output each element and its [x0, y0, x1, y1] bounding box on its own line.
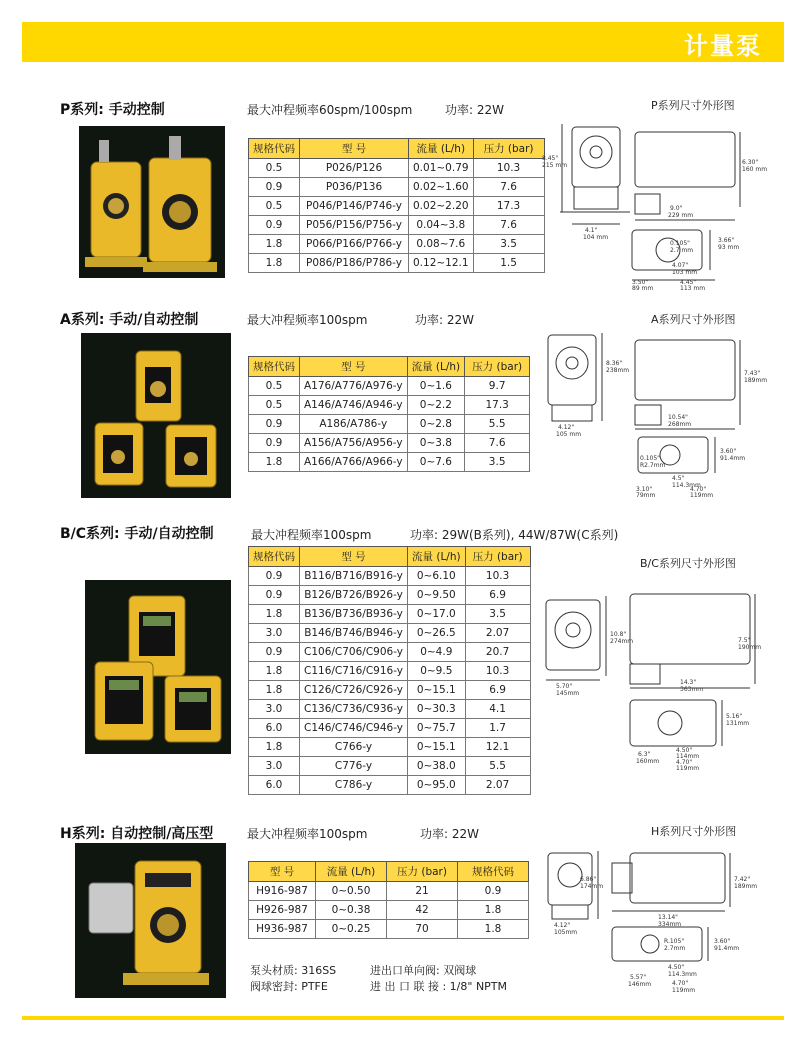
col-header: 规格代码: [249, 357, 300, 377]
dim-label: 3.50": [632, 279, 649, 286]
table-row: [249, 738, 531, 757]
table-row: [249, 719, 531, 738]
table-row: [249, 776, 531, 795]
table-cell: 6.0: [249, 719, 300, 738]
table-cell: 2.07: [465, 624, 530, 643]
table-cell: A156/A756/A956-y: [300, 434, 408, 453]
table-cell: C116/C716/C916-y: [300, 662, 408, 681]
table-cell: 0~0.50: [316, 882, 387, 901]
dim-label: 104 mm: [583, 234, 609, 241]
table-cell: P046/P146/P746-y: [300, 197, 409, 216]
table-cell: 0~26.5: [408, 624, 466, 643]
table-cell: 0.12~12.1: [409, 254, 474, 273]
table-cell: 0~9.5: [408, 662, 466, 681]
table-cell: 0.01~0.79: [409, 159, 474, 178]
table-cell: 10.3: [465, 662, 530, 681]
dim-label: 3.60": [714, 938, 731, 945]
pump-photo-illustration: [79, 126, 225, 278]
table-cell: 0.9: [249, 567, 300, 586]
table-cell: 0~38.0: [408, 757, 466, 776]
table-cell: 3.5: [465, 605, 530, 624]
dim-label: 4.12": [554, 922, 571, 929]
table-row: [249, 178, 545, 197]
dim-label: 131mm: [726, 720, 750, 727]
table-row: [249, 567, 531, 586]
table-cell: 3.5: [473, 235, 544, 254]
p-series-title: P系列: 手动控制: [60, 102, 165, 118]
dim-label: 6.3": [638, 751, 651, 758]
table-cell: A186/A786-y: [300, 415, 408, 434]
table-row: [249, 159, 545, 178]
table-cell: 0~0.25: [316, 920, 387, 939]
table-cell: 0.9: [249, 434, 300, 453]
table-cell: B126/B726/B926-y: [300, 586, 408, 605]
dim-label: 274mm: [610, 638, 634, 645]
h-check-valve-note: 进出口单向阀: 双阀球: [370, 964, 477, 977]
h-series-table: [248, 861, 529, 939]
dim-label: 4.5": [672, 475, 685, 482]
table-cell: 21: [387, 882, 458, 901]
table-cell: 10.3: [473, 159, 544, 178]
table-cell: A166/A766/A966-y: [300, 453, 408, 472]
h-series-dim-title: H系列尺寸外形图: [651, 825, 737, 838]
footer-bar: [22, 1016, 784, 1020]
dim-label: 4.70": [690, 486, 707, 493]
col-header: 规格代码: [249, 547, 300, 567]
dim-label: 14.3": [680, 679, 697, 686]
dim-label: 114.3mm: [672, 482, 701, 489]
col-header: 规格代码: [249, 139, 300, 159]
table-cell: 0.9: [249, 586, 300, 605]
table-cell: 0.04~3.8: [409, 216, 474, 235]
table-row: [249, 235, 545, 254]
table-row: [249, 624, 531, 643]
table-cell: 5.5: [465, 415, 530, 434]
table-cell: 0~95.0: [408, 776, 466, 795]
table-cell: 17.3: [473, 197, 544, 216]
table-cell: 0~4.9: [408, 643, 466, 662]
dim-label: 105mm: [554, 929, 578, 936]
dim-label: 3.66": [718, 237, 735, 244]
table-cell: 0~3.8: [407, 434, 465, 453]
dim-label: 146mm: [628, 981, 652, 988]
dim-label: 113 mm: [680, 285, 706, 292]
table-cell: 0.9: [458, 882, 529, 901]
table-row: [249, 901, 529, 920]
table-cell: 1.8: [249, 681, 300, 700]
table-cell: 1.8: [249, 605, 300, 624]
dim-label: 119mm: [672, 987, 696, 994]
dim-label: 3.10": [636, 486, 653, 493]
table-row: [249, 197, 545, 216]
h-series-freq: 最大冲程频率100spm: [247, 827, 368, 841]
table-cell: 0~6.10: [408, 567, 466, 586]
table-cell: 0~9.50: [408, 586, 466, 605]
dim-label: 13.14": [658, 914, 678, 921]
table-cell: 70: [387, 920, 458, 939]
col-header: 压力 (bar): [465, 357, 530, 377]
dim-label: 103 mm: [672, 269, 698, 276]
table-cell: 0.5: [249, 377, 300, 396]
table-cell: 7.6: [473, 178, 544, 197]
table-cell: 3.5: [465, 453, 530, 472]
dim-label: 0.105": [670, 240, 690, 247]
table-row: [249, 700, 531, 719]
dim-label: R.105": [664, 938, 685, 945]
dim-label: 4.50": [676, 747, 693, 754]
dim-label: 268mm: [668, 421, 692, 428]
table-row: [249, 415, 530, 434]
dim-label: 0.105": [640, 455, 660, 462]
h-seal-note: 阀球密封: PTFE: [250, 980, 328, 993]
table-cell: 0~1.6: [407, 377, 465, 396]
dim-label: 10.8": [610, 631, 627, 638]
bc-series-title: B/C系列: 手动/自动控制: [60, 526, 214, 542]
table-cell: 0~30.3: [408, 700, 466, 719]
dim-label: 160 mm: [742, 166, 768, 173]
table-row: [249, 882, 529, 901]
table-cell: 0~2.2: [407, 396, 465, 415]
dim-label: 334mm: [658, 921, 682, 928]
col-header: 型 号: [300, 547, 408, 567]
dim-label: 189mm: [744, 377, 768, 384]
col-header: 流量 (L/h): [316, 862, 387, 882]
table-cell: H916-987: [249, 882, 316, 901]
table-cell: C106/C706/C906-y: [300, 643, 408, 662]
table-cell: C786-y: [300, 776, 408, 795]
dim-label: 119mm: [690, 492, 714, 499]
dim-label: 190mm: [738, 644, 762, 651]
a-series-pump-photo: [81, 333, 231, 498]
table-row: [249, 453, 530, 472]
table-cell: 1.8: [249, 662, 300, 681]
table-cell: A146/A746/A946-y: [300, 396, 408, 415]
p-series-power: 功率: 22W: [445, 103, 504, 117]
dim-label: 7.43": [744, 370, 761, 377]
dim-label: 189mm: [734, 883, 758, 890]
a-series-power: 功率: 22W: [415, 313, 474, 327]
bc-series-power: 功率: 29W(B系列), 44W/87W(C系列): [410, 528, 619, 542]
dim-label: 105 mm: [556, 431, 582, 438]
table-cell: 0.08~7.6: [409, 235, 474, 254]
col-header: 型 号: [300, 139, 409, 159]
a-series-dim-title: A系列尺寸外形图: [651, 313, 736, 326]
dim-label: 119mm: [676, 765, 700, 772]
dim-label: 79mm: [636, 492, 656, 499]
table-cell: P056/P156/P756-y: [300, 216, 409, 235]
table-cell: 10.3: [465, 567, 530, 586]
table-row: [249, 757, 531, 776]
table-cell: 9.7: [465, 377, 530, 396]
table-row: [249, 396, 530, 415]
p-series-pump-photo: [79, 126, 225, 278]
table-cell: B146/B746/B946-y: [300, 624, 408, 643]
p-series-dimension-drawing: [540, 112, 768, 292]
p-series-table: [248, 138, 545, 273]
dim-label: 4.1": [585, 227, 598, 234]
pump-photo-illustration: [75, 843, 226, 998]
h-material-note: 泵头材质: 316SS: [250, 964, 337, 977]
h-connection-note: 进 出 口 联 接 : 1/8" NPTM: [370, 980, 508, 993]
table-cell: 4.1: [465, 700, 530, 719]
bc-series-table: [248, 546, 531, 795]
header-bar: [22, 22, 784, 62]
table-cell: 1.5: [473, 254, 544, 273]
table-cell: P026/P126: [300, 159, 409, 178]
table-cell: 0~17.0: [408, 605, 466, 624]
table-cell: 20.7: [465, 643, 530, 662]
col-header: 规格代码: [458, 862, 529, 882]
col-header: 型 号: [249, 862, 316, 882]
dim-label: 160mm: [636, 758, 660, 765]
dim-label: 4.70": [672, 980, 689, 987]
table-cell: P066/P166/P766-y: [300, 235, 409, 254]
table-row: [249, 681, 531, 700]
a-series-title: A系列: 手动/自动控制: [60, 312, 199, 328]
table-row: [249, 920, 529, 939]
table-cell: 6.9: [465, 586, 530, 605]
dim-label: 363mm: [680, 686, 704, 693]
dim-label: 7.42": [734, 876, 751, 883]
table-cell: 1.7: [465, 719, 530, 738]
table-cell: 0.9: [249, 178, 300, 197]
table-cell: 0.9: [249, 216, 300, 235]
h-series-power: 功率: 22W: [420, 827, 479, 841]
dim-label: 2.7 mm: [670, 247, 694, 254]
table-cell: 1.8: [458, 901, 529, 920]
dim-label: 8.45": [542, 155, 559, 162]
dim-label: 6.30": [742, 159, 759, 166]
table-cell: P036/P136: [300, 178, 409, 197]
dim-label: 91.4mm: [720, 455, 746, 462]
table-cell: 2.07: [465, 776, 530, 795]
table-cell: 1.8: [249, 738, 300, 757]
table-cell: 12.1: [465, 738, 530, 757]
table-cell: C136/C736/C936-y: [300, 700, 408, 719]
table-cell: C126/C726/C926-y: [300, 681, 408, 700]
table-cell: 1.8: [249, 453, 300, 472]
col-header: 压力 (bar): [465, 547, 530, 567]
dim-label: 229 mm: [668, 212, 694, 219]
table-cell: 3.0: [249, 700, 300, 719]
table-cell: 0.5: [249, 197, 300, 216]
dim-label: 5.16": [726, 713, 743, 720]
dim-label: 145mm: [556, 690, 580, 697]
dim-label: 6.86": [580, 876, 597, 883]
table-cell: 0~7.6: [407, 453, 465, 472]
dim-label: 9.0": [670, 205, 683, 212]
table-cell: 1.8: [249, 235, 300, 254]
pump-photo-illustration: [85, 580, 231, 754]
col-header: 型 号: [300, 357, 408, 377]
a-series-dimension-drawing: [540, 325, 768, 500]
table-cell: C776-y: [300, 757, 408, 776]
bc-series-dim-title: B/C系列尺寸外形图: [640, 557, 736, 570]
table-row: [249, 434, 530, 453]
dim-label: 114.3mm: [668, 971, 697, 978]
table-cell: 6.0: [249, 776, 300, 795]
table-cell: H936-987: [249, 920, 316, 939]
dim-label: 10.54": [668, 414, 688, 421]
bc-series-dimension-drawing: [540, 580, 765, 775]
table-cell: 0~0.38: [316, 901, 387, 920]
p-series-dim-title: P系列尺寸外形图: [651, 99, 735, 112]
a-series-freq: 最大冲程频率100spm: [247, 313, 368, 327]
pump-photo-illustration: [81, 333, 231, 498]
dim-label: 238mm: [606, 367, 630, 374]
table-cell: 0.02~1.60: [409, 178, 474, 197]
table-cell: 0~15.1: [408, 681, 466, 700]
table-cell: 0.5: [249, 396, 300, 415]
dim-label: 5.70": [556, 683, 573, 690]
dim-label: 3.60": [720, 448, 737, 455]
a-series-table: [248, 356, 530, 472]
dim-label: 4.07": [672, 262, 689, 269]
dim-label: 91.4mm: [714, 945, 740, 952]
table-cell: 0~15.1: [408, 738, 466, 757]
col-header: 压力 (bar): [473, 139, 544, 159]
table-cell: 1.8: [458, 920, 529, 939]
table-cell: 6.9: [465, 681, 530, 700]
dim-label: 5.57": [630, 974, 647, 981]
table-cell: 5.5: [465, 757, 530, 776]
h-series-title: H系列: 自动控制/高压型: [60, 826, 214, 842]
col-header: 流量 (L/h): [409, 139, 474, 159]
table-cell: 0~2.8: [407, 415, 465, 434]
table-cell: 17.3: [465, 396, 530, 415]
table-cell: 7.6: [473, 216, 544, 235]
dim-label: 215 mm: [542, 162, 568, 169]
dim-label: 8.36": [606, 360, 623, 367]
table-row: [249, 377, 530, 396]
h-series-pump-photo: [75, 843, 226, 998]
table-cell: C766-y: [300, 738, 408, 757]
table-cell: 0.9: [249, 415, 300, 434]
dim-label: R2.7mm: [640, 462, 666, 469]
table-cell: B116/B716/B916-y: [300, 567, 408, 586]
table-cell: H926-987: [249, 901, 316, 920]
table-cell: 0.9: [249, 643, 300, 662]
table-cell: 3.0: [249, 757, 300, 776]
col-header: 流量 (L/h): [408, 547, 466, 567]
bc-series-freq: 最大冲程频率100spm: [251, 528, 372, 542]
table-cell: B136/B736/B936-y: [300, 605, 408, 624]
table-cell: 0.02~2.20: [409, 197, 474, 216]
table-cell: 0.5: [249, 159, 300, 178]
table-cell: A176/A776/A976-y: [300, 377, 408, 396]
table-row: [249, 662, 531, 681]
dim-label: 7.5": [738, 637, 751, 644]
table-row: [249, 643, 531, 662]
dim-label: 4.70": [676, 759, 693, 766]
dim-label: 174mm: [580, 883, 604, 890]
table-cell: 7.6: [465, 434, 530, 453]
col-header: 流量 (L/h): [407, 357, 465, 377]
table-row: [249, 586, 531, 605]
bc-table-body: [249, 567, 531, 795]
dim-label: 114mm: [676, 753, 700, 760]
h-series-dimension-drawing: [540, 845, 765, 1000]
page-title: 计量泵: [684, 32, 762, 60]
table-cell: P086/P186/P786-y: [300, 254, 409, 273]
table-cell: C146/C746/C946-y: [300, 719, 408, 738]
dim-label: 2.7mm: [664, 945, 686, 952]
dim-label: 93 mm: [718, 244, 740, 251]
table-cell: 0~75.7: [408, 719, 466, 738]
table-row: [249, 216, 545, 235]
p-series-freq: 最大冲程频率60spm/100spm: [247, 103, 413, 117]
table-cell: 3.0: [249, 624, 300, 643]
table-cell: 1.8: [249, 254, 300, 273]
table-row: [249, 254, 545, 273]
table-cell: 42: [387, 901, 458, 920]
table-row: [249, 605, 531, 624]
bc-series-pump-photo: [85, 580, 231, 754]
dim-label: 4.12": [558, 424, 575, 431]
dim-label: 4.45": [680, 279, 697, 286]
col-header: 压力 (bar): [387, 862, 458, 882]
dim-label: 89 mm: [632, 285, 654, 292]
dim-label: 4.50": [668, 964, 685, 971]
